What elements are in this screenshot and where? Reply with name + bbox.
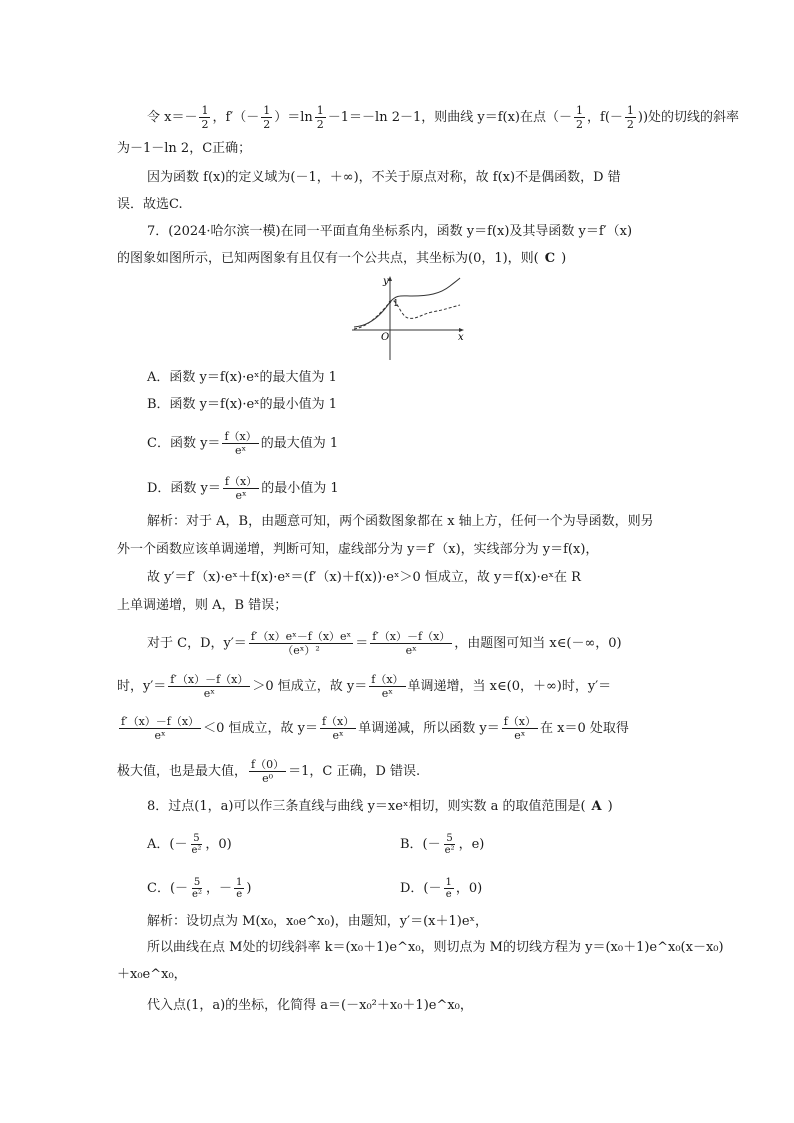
answer-a: A	[591, 799, 602, 814]
sol7-line-3: 故 y′＝f′（x)·eˣ＋f(x)·eˣ＝(f′（x)＋f(x))·eˣ＞0 恒成立，故 y＝f(x)·eˣ在 R	[147, 570, 581, 585]
fraction: $\frac{f(0)}{\text{e⁰}}$	[251, 758, 285, 785]
fraction: $\frac{1}{2}$	[201, 104, 209, 131]
sol7-line-5: 对于 C，D，y′＝ $\frac{\text{f′（x）eˣ－f（x）eˣ}}{\text{（eˣ）²}}$ ＝ $\frac{f'(x)-f(x)}{\text{eˣ}}$ ，由题图可知当 x∈(－∞，0)	[147, 630, 622, 657]
p1-line-2: 为－1－ln 2，C正确；	[117, 141, 252, 156]
y-axis-label: y	[383, 276, 389, 287]
fraction: $\frac{f'(x)-f(x)}{\text{eˣ}}$	[121, 715, 200, 742]
fraction: $\frac{1}{2}$	[626, 104, 634, 131]
fraction: $\frac{\text{f′（x）eˣ－f（x）eˣ}}{\text{（eˣ）²}}$	[250, 630, 352, 657]
q7-option-d: D．函数 y＝ $\frac{f(x)}{\text{eˣ}}$ 的最小值为 1	[147, 475, 339, 502]
sol8-line-2: 所以曲线在点 M处的切线斜率 k＝(x₀＋1)e^x₀，则切点为 M的切线方程为 y＝(x₀＋1)e^x₀(x－x₀)	[147, 940, 724, 955]
fraction: $\frac{1}{e}$	[235, 877, 243, 900]
function-graph	[350, 272, 470, 364]
p1-line-4: 误．故选C.	[117, 197, 183, 212]
x-axis-label: x	[458, 332, 464, 343]
sol8-line-3: ＋x₀e^x₀，	[117, 967, 187, 982]
q7-line-2: 的图象如图所示，已知两图象有且仅有一个公共点，其坐标为(0，1)，则( C )	[117, 251, 567, 266]
q7-option-a: A．函数 y＝f(x)·eˣ的最大值为 1	[147, 370, 337, 385]
solid-curve-f	[354, 278, 460, 327]
sol7-line-6: 时，y′＝ $\frac{f'(x)-f(x)}{\text{eˣ}}$ ＞0 恒成立，故 y＝ $\frac{f(x)}{\text{eˣ}}$ 单调递增，当 x∈(0，＋∞)时，y′＝	[117, 673, 612, 700]
one-label: 1	[393, 299, 399, 309]
q8-option-c: C．(－ $\frac{5}{\text{e²}}$ ，－ $\frac{1}{e}$ )	[147, 877, 252, 900]
fraction: $\frac{f(x)}{\text{eˣ}}$	[224, 430, 257, 457]
fraction: $\frac{5}{\text{e²}}$	[192, 877, 202, 900]
sol7-line-7: $\frac{f'(x)-f(x)}{\text{eˣ}}$ ＜0 恒成立，故 y＝ $\frac{f(x)}{\text{eˣ}}$ 单调递减，所以函数 y＝ $\frac{f(x)}{\text{eˣ}}$ 在 x＝0 处取得	[121, 715, 629, 742]
sol8-line-4: 代入点(1，a)的坐标，化简得 a＝(－x₀²＋x₀＋1)e^x₀，	[147, 998, 473, 1013]
fraction: $\frac{1}{e}$	[445, 877, 452, 900]
fraction: $\frac{5}{\text{e²}}$	[191, 833, 202, 856]
sol7-line-2: 外一个函数应该单调递增，判断可知，虚线部分为 y＝f′（x)，实线部分为 y＝f(x)，	[117, 542, 599, 557]
q7-option-b: B．函数 y＝f(x)·eˣ的最小值为 1	[147, 397, 338, 412]
fraction: $\frac{1}{2}$	[263, 104, 271, 131]
sol7-line-8: 极大值，也是最大值， $\frac{f(0)}{\text{e⁰}}$ ＝1，C 正确，D 错误.	[117, 758, 421, 785]
fraction: $\frac{1}{2}$	[316, 104, 324, 131]
q8-option-b: B．(－ $\frac{5}{\text{e²}}$ ，e)	[400, 833, 485, 856]
q7-option-c: C．函数 y＝ $\frac{f(x)}{\text{eˣ}}$ 的最大值为 1	[147, 430, 339, 457]
fraction: $\frac{f'(x)-f(x)}{\text{eˣ}}$	[170, 673, 249, 700]
fraction: $\frac{1}{2}$	[576, 104, 584, 131]
answer-c: C	[544, 251, 556, 266]
q8-option-d: D．(－ $\frac{1}{e}$ ，0)	[400, 877, 483, 900]
q8-option-a: A．(－ $\frac{5}{\text{e²}}$ ，0)	[147, 833, 232, 856]
sol7-line-4: 上单调递增，则 A，B 错误；	[117, 598, 288, 613]
origin-label: O	[381, 332, 390, 343]
fraction: $\frac{f(x)}{\text{eˣ}}$	[503, 715, 536, 742]
p1-line-3: 因为函数 f(x)的定义域为(－1，＋∞)，不关于原点对称，故 f(x)不是偶函数，D 错	[147, 170, 621, 185]
fraction: $\frac{5}{\text{e²}}$	[444, 833, 455, 856]
intersection-point	[389, 301, 391, 303]
q7-line-1: 7．(2024·哈尔滨一模)在同一平面直角坐标系内，函数 y＝f(x)及其导函数 y＝f′（x)	[147, 224, 633, 239]
fraction: $\frac{f'(x)-f(x)}{\text{eˣ}}$	[372, 630, 451, 657]
dashed-curve-fprime	[354, 301, 460, 329]
fraction: $\frac{f(x)}{\text{eˣ}}$	[371, 673, 404, 700]
p1-line-1: 令 x＝－ $\frac{1}{2}$ ，f′（－ $\frac{1}{2}$ ）＝ln $\frac{1}{2}$ －1＝－ln 2－1，则曲线 y＝f(x)在点（－ $\frac{1}{2}$ ，f(－ $\frac{1}{2}$ ))处的切线的斜率	[147, 104, 740, 131]
sol8-line-1: 解析：设切点为 M(x₀，x₀e^x₀)，由题知，y′＝(x＋1)eˣ，	[147, 914, 489, 929]
fraction: $\frac{f(x)}{\text{eˣ}}$	[224, 475, 258, 502]
sol7-line-1: 解析：对于 A，B，由题意可知，两个函数图象都在 x 轴上方，任何一个为导函数，则另	[147, 514, 654, 529]
q8-line-1: 8．过点(1，a)可以作三条直线与曲线 y＝xeˣ相切，则实数 a 的取值范围是( A )	[147, 799, 613, 814]
fraction: $\frac{f(x)}{\text{eˣ}}$	[321, 715, 355, 742]
